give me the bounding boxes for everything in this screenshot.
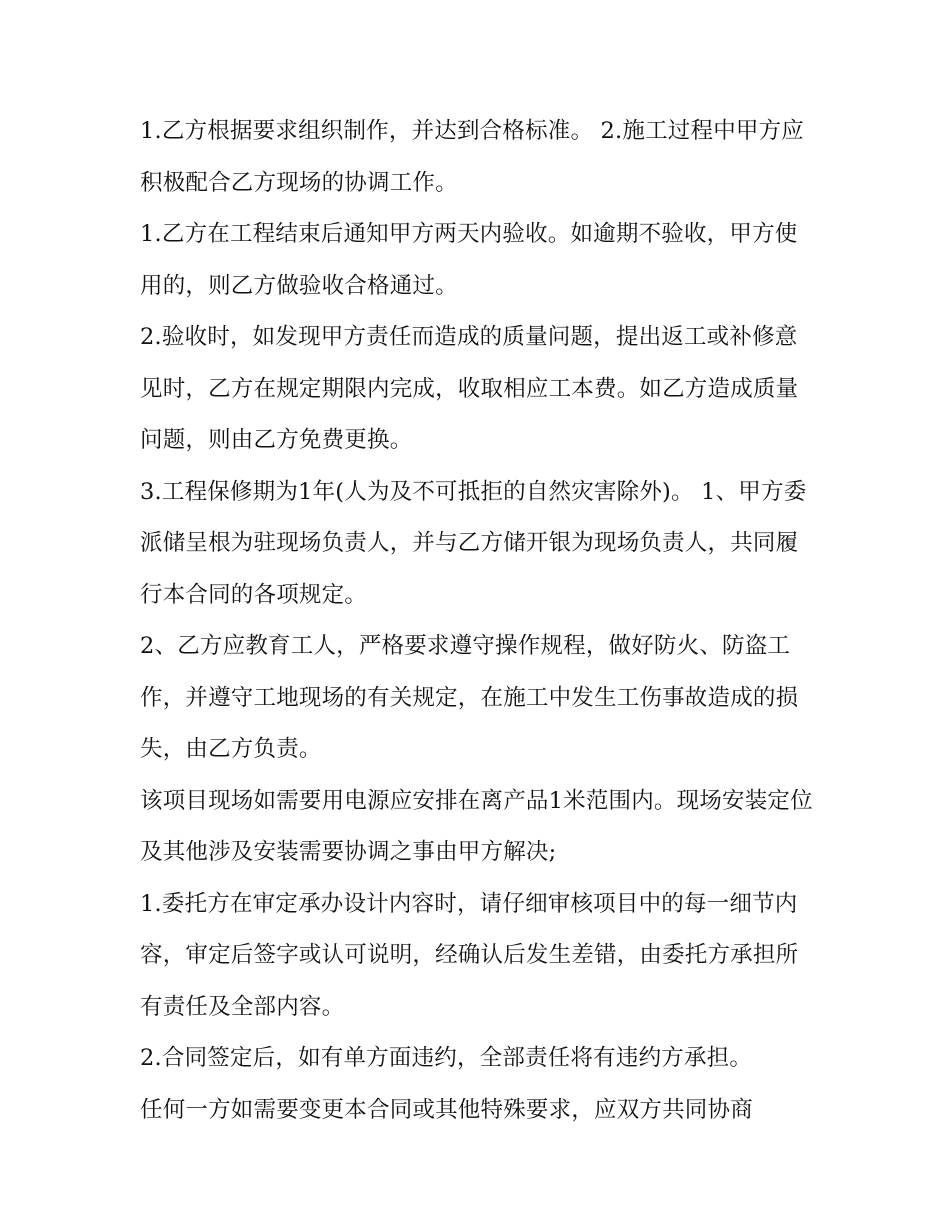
paragraph-2: 1.乙方在工程结束后通知甲方两天内验收。如逾期不验收，甲方使用的，则乙方做验收合格通过。 [140,221,798,299]
paragraph-7: 1.委托方在审定承办设计内容时，请仔细审核项目中的每一细节内容，审定后签字或认可说明，经确认后发生差错，由委托方承担所有责任及全部内容。 [140,890,799,1020]
paragraph-9: 任何一方如需要变更本合同或其他特殊要求，应双方共同协商 [140,1096,753,1123]
paragraph-6: 该项目现场如需要用电源应安排在离产品1米范围内。现场安装定位及其他涉及安装需要协调之事由甲方解决; [140,787,813,865]
paragraph-4: 3.工程保修期为1年(人为及不可抵拒的自然灾害除外)。 1、甲方委派储呈根为驻现场负责人，并与乙方储开银为现场负责人，共同履行本合同的各项规定。 [140,478,807,608]
paragraph-3: 2.验收时，如发现甲方责任而造成的质量问题，提出返工或补修意见时，乙方在规定期限内完成，收取相应工本费。如乙方造成质量问题，则由乙方免费更换。 [140,324,799,453]
document-page [140,106,820,1136]
paragraph-1: 1.乙方根据要求组织制作，并达到合格标准。 2.施工过程中甲方应积极配合乙方现场的协调工作。 [140,118,804,196]
paragraph-8: 2.合同签定后，如有单方面违约，全部责任将有违约方承担。 [140,1045,753,1071]
paragraph-5: 2、乙方应教育工人，严格要求遵守操作规程，做好防火、防盗工作，并遵守工地现场的有关规定，在施工中发生工伤事故造成的损失，由乙方负责。 [140,633,799,762]
